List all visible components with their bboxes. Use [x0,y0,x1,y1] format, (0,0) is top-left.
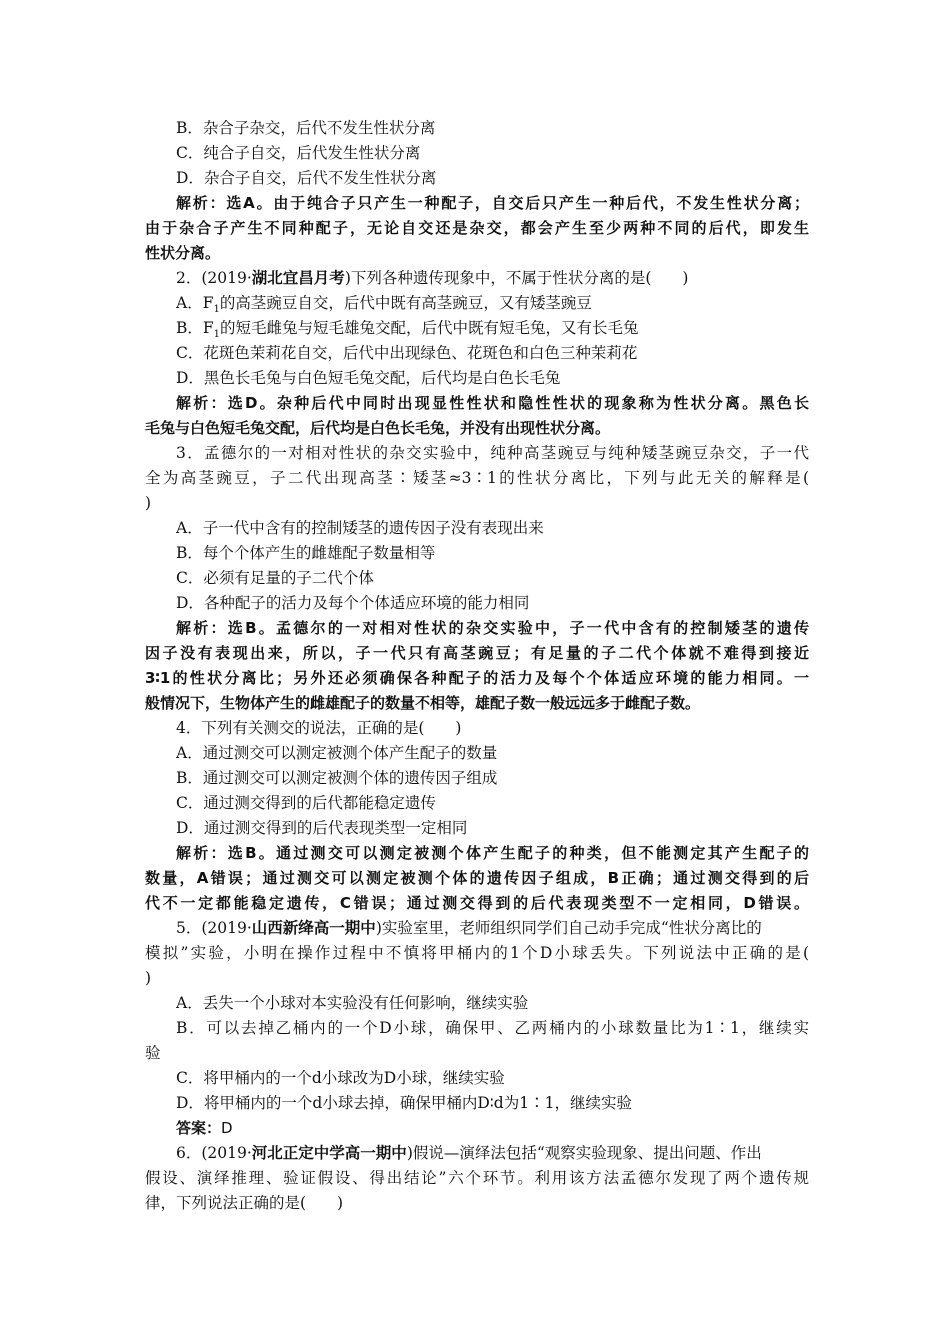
q5-number: 5．(2019· [176,919,252,937]
q2-option-a [176,291,809,316]
q1-option-c: C．纯合子自交，后代发生性状分离 [176,144,421,162]
q2-text: )下列各种遗传现象中，不属于性状分离的是( ) [344,269,689,287]
q1-explanation-line: 由于杂合子产生不同种配子，无论自交还是杂交，都会产生至少两种不同的后代，即发生 [145,219,809,237]
q4-explanation-line: 代不一定都能稳定遗传，C错误；通过测交得到的后代表现类型不一定相同，D错误。 [145,894,809,912]
q5-option-b-cont: 验 [145,1044,161,1062]
q2-option-b [176,316,809,341]
q4-explanation-line: 解析：选B。通过测交可以测定被测个体产生配子的种类，但不能测定其产生配子的 [176,844,809,862]
q2-source: 湖北宜昌月考 [251,269,345,287]
q2-stem [176,266,809,291]
answer-label: 答案： [176,1119,222,1137]
q3-stem-line: ) [145,494,152,512]
q4-option-b: B．通过测交可以测定被测个体的遗传因子组成 [176,769,498,787]
q2b-text: 的短毛雌兔与短毛雄兔交配，后代中既有短毛兔，又有长毛兔 [220,319,639,337]
q6-stem-line [176,1141,809,1166]
q4-option-d: D．通过测交得到的后代表现类型一定相同 [176,819,468,837]
q4-option-a: A．通过测交可以测定被测个体产生配子的数量 [176,744,498,762]
q3-option-a: A．子一代中含有的控制矮茎的遗传因子没有表现出来 [176,519,544,537]
q2-explanation-line: 解析：选D。杂种后代中同时出现显性性状和隐性性状的现象称为性状分离。黑色长 [176,394,809,412]
q4-option-c: C．通过测交得到的后代都能稳定遗传 [176,794,436,812]
q6-stem-line: 律，下列说法正确的是( ) [145,1194,344,1212]
answer-value: D [221,1119,233,1137]
q6-stem-line: 假设、演绎推理、验证假设、得出结论”六个环节。利用该方法孟德尔发现了两个遗传规 [145,1169,809,1187]
q1-explanation-line: 解析：选A。由于纯合子只产生一种配子，自交后只产生一种后代，不发生性状分离； [176,194,809,212]
q5-option-c: C．将甲桶内的一个d小球改为D小球，继续实验 [176,1069,505,1087]
q5-option-b: B．可以去掉乙桶内的一个D小球，确保甲、乙两桶内的小球数量比为1∶1，继续实 [176,1019,809,1037]
q3-option-b: B．每个个体产生的雌雄配子数量相等 [176,544,436,562]
q1-option-d: D．杂合子自交，后代不发生性状分离 [176,169,437,187]
q2-number: 2．(2019· [176,269,252,287]
q3-option-d: D．各种配子的活力及每个个体适应环境的能力相同 [176,594,530,612]
q3-stem-line: 3．孟德尔的一对相对性状的杂交实验中，纯种高茎豌豆与纯种矮茎豌豆杂交，子一代 [176,444,809,462]
q5-answer [176,1116,809,1141]
q3-option-c: C．必须有足量的子二代个体 [176,569,374,587]
q4-explanation-line: 数量，A错误；通过测交可以测定被测个体的遗传因子组成，B正确；通过测交得到的后 [145,869,809,887]
q3-stem-line: 全为高茎豌豆，子二代出现高茎∶矮茎≈3∶1的性状分离比，下列与此无关的解释是( [145,469,809,487]
q1-option-b: B．杂合子杂交，后代不发生性状分离 [176,119,436,137]
q2a-text: 的高茎豌豆自交，后代中既有高茎豌豆，又有矮茎豌豆 [219,294,592,312]
q2b-prefix: B．F [176,319,214,337]
q5-stem-line [176,916,809,941]
q1-explanation-line: 性状分离。 [145,244,221,262]
q6-source: 河北正定中学高一期中 [251,1144,407,1162]
q5-source: 山西新绛高一期中 [251,919,376,937]
q5-text: )实验室里，老师组织同学们自己动手完成“性状分离比的 [375,919,762,937]
q4-stem: 4．下列有关测交的说法，正确的是( ) [176,719,462,737]
q2a-prefix: A．F [176,294,214,312]
q3-explanation-line: 3∶1的性状分离比；另外还必须确保各种配子的活力及每个个体适应环境的能力相同。一 [145,669,809,687]
q6-text: )假说—演绎法包括“观察实验现象、提出问题、作出 [406,1144,762,1162]
q2-option-c: C．花斑色茉莉花自交，后代中出现绿色、花斑色和白色三种茉莉花 [176,344,638,362]
subscript: 1 [213,329,221,341]
q3-explanation-line: 解析：选B。孟德尔的一对相对性状的杂交实验中，子一代中含有的控制矮茎的遗传 [176,619,809,637]
q3-explanation-line: 般情况下，生物体产生的雌雄配子的数量不相等，雄配子数一般远远多于雌配子数。 [145,694,701,712]
q5-stem-line: ) [145,969,152,987]
q5-option-d: D．将甲桶内的一个d小球去掉，确保甲桶内D∶d为1∶1，继续实验 [176,1094,632,1112]
q2-option-d: D．黑色长毛兔与白色短毛兔交配，后代均是白色长毛兔 [176,369,561,387]
q6-number: 6．(2019· [176,1144,252,1162]
q3-explanation-line: 因子没有表现出来，所以，子一代只有高茎豌豆；有足量的子二代个体就不难得到接近 [145,644,809,662]
subscript: 1 [213,304,220,316]
q5-stem-line: 模拟”实验，小明在操作过程中不慎将甲桶内的1个D小球丢失。下列说法中正确的是( [145,944,809,962]
q5-option-a: A．丢失一个小球对本实验没有任何影响，继续实验 [176,994,529,1012]
q2-explanation-line: 毛兔与白色短毛兔交配，后代均是白色长毛兔，并没有出现性状分离。 [145,419,611,437]
